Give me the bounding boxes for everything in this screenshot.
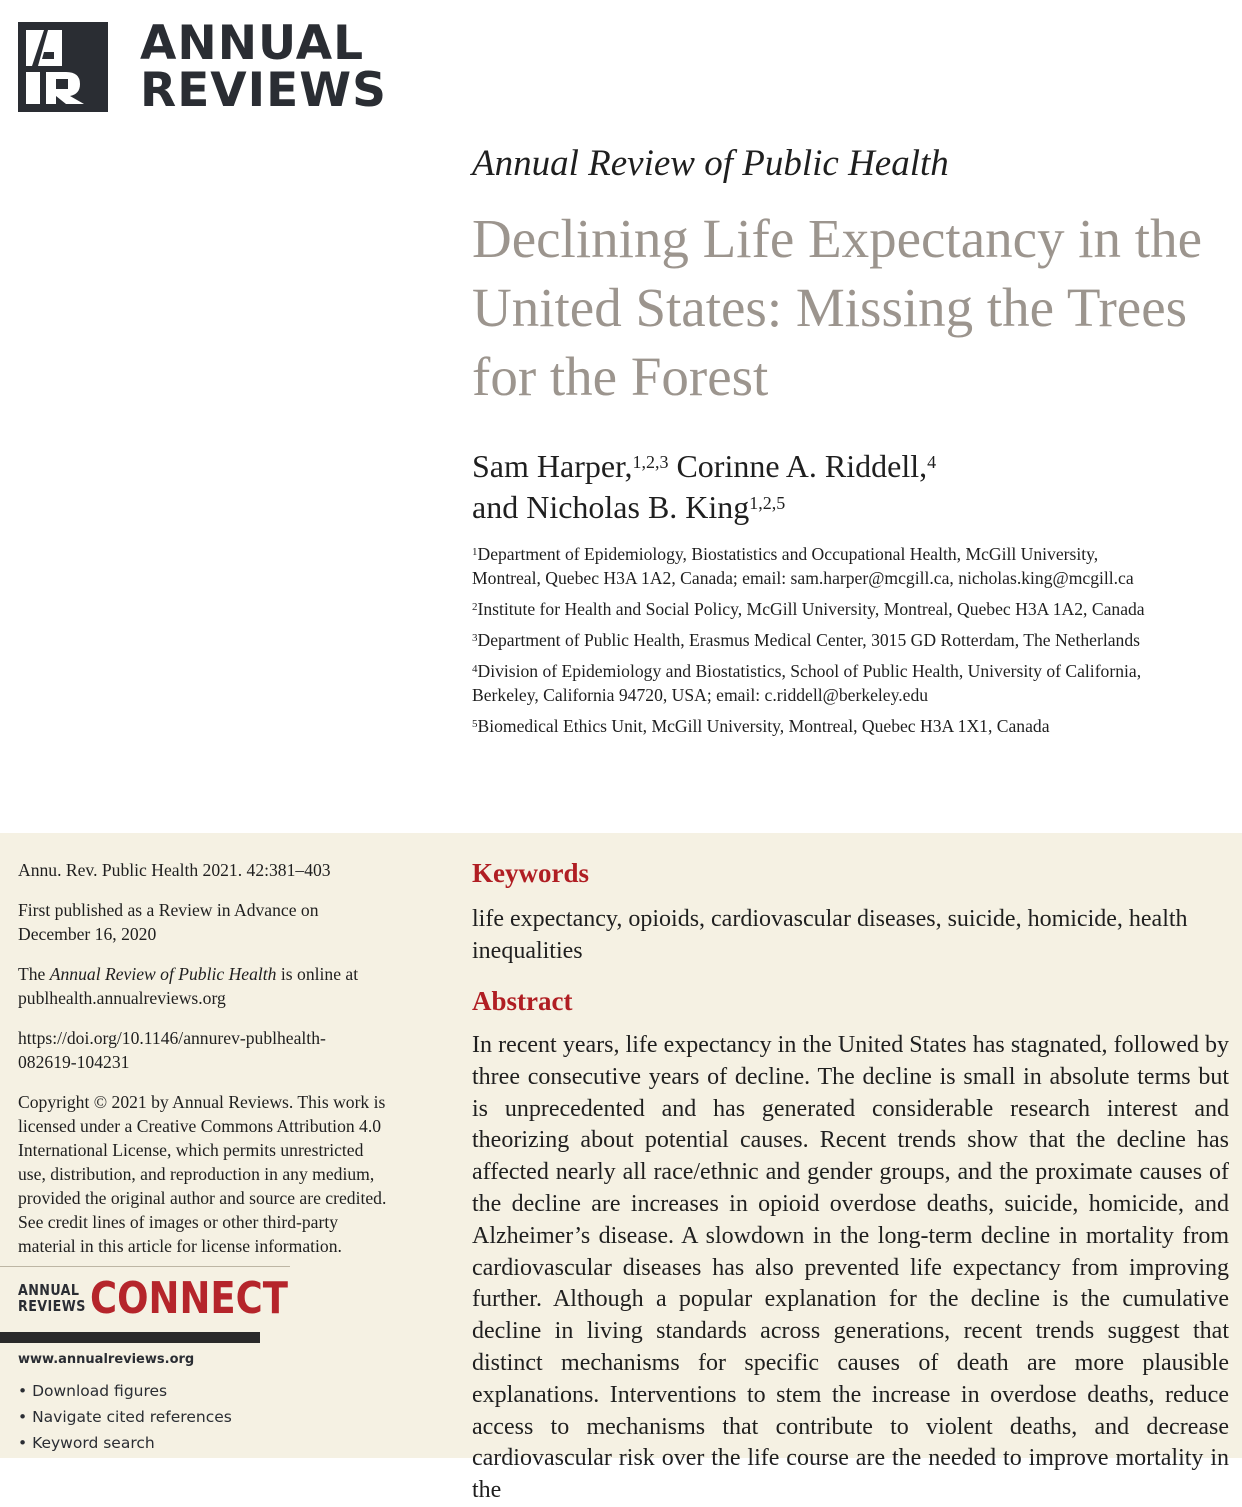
feature-navigate-references[interactable]: • Navigate cited references [18,1404,232,1430]
author-name[interactable]: Sam Harper, [472,448,633,484]
affiliation-line: Department of Epidemiology, Biostatistics and Occupational Health, McGill University, [477,544,1099,564]
connect-wordmark: CONNECT [90,1273,289,1324]
author-conjunction: and [472,489,519,525]
online-at [18,962,438,1010]
annual-reviews-logo[interactable] [18,16,387,118]
author-affil-sup: 1,2,3 [632,452,669,472]
author-list [472,446,1232,528]
affiliation-number: 3 [472,632,478,644]
connect-annual: ANNUAL [18,1281,80,1299]
connect-feature-list [18,1378,232,1456]
copyright-line: See credit lines of images or other third-party [18,1212,339,1232]
keywords-heading: Keywords [472,858,589,888]
keywords-text: life expectancy, opioids, cardiovascular diseases, suicide, homicide, health inequalities [472,906,1188,964]
citation: Annu. Rev. Public Health 2021. 42:381–403 [18,860,331,880]
copyright-line: Copyright © 2021 by Annual Reviews. This work is [18,1092,386,1112]
annualreviews-url-link[interactable]: www.annualreviews.org [18,1352,195,1367]
affiliation-number: 5 [472,718,478,730]
affiliation-number: 4 [472,663,478,675]
ar-logo-mark-icon [18,22,108,112]
author-affil-sup: 1,2,5 [749,493,786,513]
sidebar-divider [0,1266,290,1267]
copyright-line: licensed under a Creative Commons Attribution 4.0 [18,1116,382,1136]
affiliation-line: Department of Public Health, Erasmus Medical Center, 3015 GD Rotterdam, The Netherlands [477,630,1140,650]
abstract-heading: Abstract [472,986,573,1016]
connect-reviews: REVIEWS [18,1297,86,1315]
affiliation-line: Berkeley, California 94720, USA; email: c.riddell@berkeley.edu [472,685,929,705]
abstract-text: In recent years, life expectancy in the United States has stagnated, followed by three consecutive years of decline. The decline is small in absolute terms but is unprecedented and has generated considerable research interest and theorizing about potential causes. Recent trends show that the decline has affected nearly all race/ethnic and gender groups, and the proximate causes of the decline are increases in opioid overdose deaths, suicide, homicide, and Alzheimer’s disease. A slowdown in the long-term decline in mortality from cardiovascular diseases has also prevented life expectancy from improving further. Although a popular explanation for the decline is the cumulative decline in living standards across generations, recent trends suggest that distinct mechanisms for specific causes of death are more plausible explanations. Interventions to stem the increase in overdose deaths, reduce access to mechanisms that contribute to violent deaths, and decrease cardiovascular risk over the life course are the needed to improve mortality in the [472,1032,1229,1504]
article-info-sidebar [18,858,438,1274]
journal-name: Annual Review of Public Health [472,143,949,184]
online-suffix: is online at [280,964,359,984]
affiliation-item [472,659,1237,707]
affiliation-line: Institute for Health and Social Policy, McGill University, Montreal, Quebec H3A 1A2, Canada [477,599,1145,619]
logo-line-reviews: REVIEWS [140,63,387,118]
logo-line-annual: ANNUAL [140,16,365,71]
affiliation-line: Montreal, Quebec H3A 1A2, Canada; email: sam.harper@mcgill.ca, nicholas.king@mcgill.ca [472,568,1134,588]
copyright-line: International License, which permits unrestricted [18,1140,364,1160]
affiliation-line: Division of Epidemiology and Biostatistics, School of Public Health, University of California, [477,661,1142,681]
first-published [18,898,438,946]
article-title: Declining Life Expectancy in the United States: Missing the Trees for the Forest [472,208,1202,407]
copyright-line: material in this article for license information. [18,1236,342,1256]
journal-url-link[interactable]: publhealth.annualreviews.org [18,988,226,1008]
affiliation-number: 2 [472,601,478,613]
affiliation-line: Biomedical Ethics Unit, McGill University, Montreal, Quebec H3A 1X1, Canada [477,716,1050,736]
first-published-date: December 16, 2020 [18,924,157,944]
copyright-line: use, distribution, and reproduction in any medium, [18,1164,375,1184]
doi-link-cont[interactable]: 082619-104231 [18,1052,130,1072]
author-name[interactable]: Corinne A. Riddell, [676,448,928,484]
affiliations [472,542,1237,745]
affiliation-number: 1 [472,546,478,558]
doi[interactable] [18,1026,438,1074]
affiliation-item [472,628,1237,652]
connect-bar [0,1332,260,1343]
affiliation-item [472,714,1237,738]
copyright-notice [18,1090,438,1258]
logo-wordmark [140,16,387,118]
author-affil-sup: 4 [927,452,937,472]
affiliation-item [472,542,1237,590]
annual-reviews-connect-logo[interactable] [18,1273,289,1346]
first-published-line: First published as a Review in Advance on [18,900,319,920]
copyright-line: provided the original author and source are credited. [18,1188,387,1208]
feature-keyword-search[interactable]: • Keyword search [18,1430,232,1456]
online-journal: Annual Review of Public Health [49,964,277,984]
author-name[interactable]: Nicholas B. King [526,489,750,525]
online-prefix: The [18,964,46,984]
connect-logo-small-text [18,1282,86,1314]
feature-download-figures[interactable]: • Download figures [18,1378,232,1404]
affiliation-item [472,597,1237,621]
doi-link[interactable]: https://doi.org/10.1146/annurev-publhealth- [18,1028,326,1048]
